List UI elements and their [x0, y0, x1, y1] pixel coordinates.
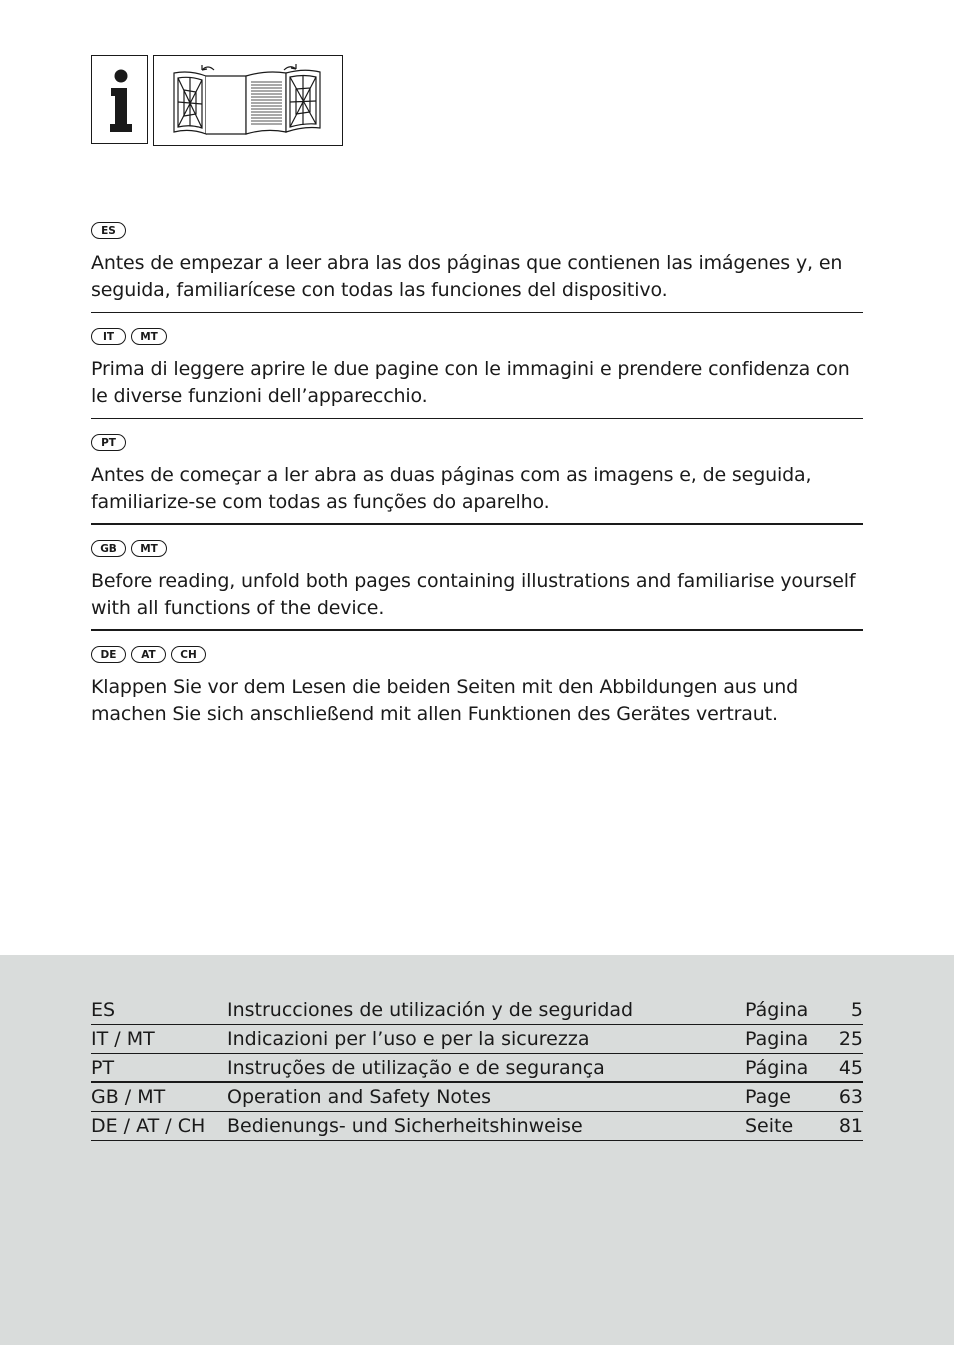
divider — [91, 523, 863, 525]
section-text: Antes de começar a ler abra as duas páginas com as imagens e, de seguida, familiarize-se com todas as funções do aparelho. — [91, 464, 812, 513]
section-text: Before reading, unfold both pages containing illustrations and familiarise yourself with all functions of the device. — [91, 570, 856, 619]
toc-page-label: Seite — [745, 1115, 794, 1137]
toc-row-it-mt[interactable] — [91, 1025, 863, 1054]
divider — [91, 629, 863, 631]
toc-title: Instrucciones de utilización y de seguridad — [227, 999, 634, 1021]
toc-page-number: 63 — [838, 1086, 863, 1108]
toc-title: Instruções de utilização e de segurança — [227, 1057, 605, 1079]
toc-title: Operation and Safety Notes — [227, 1086, 492, 1108]
language-badge: GB — [91, 540, 126, 557]
toc-page-label: Pagina — [745, 1028, 809, 1050]
language-badge: MT — [131, 540, 167, 557]
toc-title: Indicazioni per l’uso e per la sicurezza — [227, 1028, 590, 1050]
toc-title: Bedienungs- und Sicherheitshinweise — [227, 1115, 583, 1137]
toc-page-label: Página — [745, 1057, 809, 1079]
section-text: Prima di leggere aprire le due pagine con le immagini e prendere confidenza con le diverse funzioni dell’apparecchio. — [91, 358, 850, 407]
toc-row-pt[interactable] — [91, 1054, 863, 1083]
language-badge: AT — [131, 646, 166, 663]
language-badge: MT — [131, 328, 167, 345]
divider — [91, 418, 863, 419]
toc-page-label: Page — [745, 1086, 791, 1108]
language-badges — [91, 646, 863, 668]
language-badges — [91, 434, 863, 456]
toc-language-code: IT / MT — [91, 1028, 155, 1050]
language-badge: ES — [91, 222, 126, 239]
language-badge: PT — [91, 434, 126, 451]
toc-language-code: ES — [91, 999, 116, 1021]
language-badge: CH — [171, 646, 206, 663]
table-of-contents — [91, 996, 863, 1141]
section-es — [91, 222, 863, 303]
language-badges — [91, 328, 863, 350]
divider — [91, 312, 863, 313]
toc-page-number: 81 — [838, 1115, 863, 1137]
toc-page-label: Página — [745, 999, 809, 1021]
toc-page-number: 45 — [838, 1057, 863, 1079]
info-icon — [91, 55, 148, 144]
toc-page-number: 5 — [850, 999, 863, 1021]
language-badge: DE — [91, 646, 126, 663]
section-de-at-ch — [91, 646, 863, 727]
section-it-mt — [91, 328, 863, 409]
toc-row-de-at-ch[interactable] — [91, 1112, 863, 1141]
section-text: Klappen Sie vor dem Lesen die beiden Seiten mit den Abbildungen aus und machen Sie sich anschließend mit allen Funktionen des Gerätes vertraut. — [91, 676, 799, 725]
toc-language-code: GB / MT — [91, 1086, 166, 1108]
language-badges — [91, 222, 863, 244]
toc-language-code: DE / AT / CH — [91, 1115, 206, 1137]
toc-page-number: 25 — [838, 1028, 863, 1050]
unfold-pages-icon — [153, 55, 343, 146]
language-badge: IT — [91, 328, 126, 345]
language-badges — [91, 540, 863, 562]
section-text: Antes de empezar a leer abra las dos páginas que contienen las imágenes y, en seguida, familiarícese con todas las funciones del dispositivo. — [91, 252, 843, 301]
toc-row-es[interactable] — [91, 996, 863, 1025]
toc-language-code: PT — [91, 1057, 115, 1079]
section-pt — [91, 434, 863, 515]
section-gb-mt — [91, 540, 863, 621]
toc-row-gb-mt[interactable] — [91, 1083, 863, 1112]
